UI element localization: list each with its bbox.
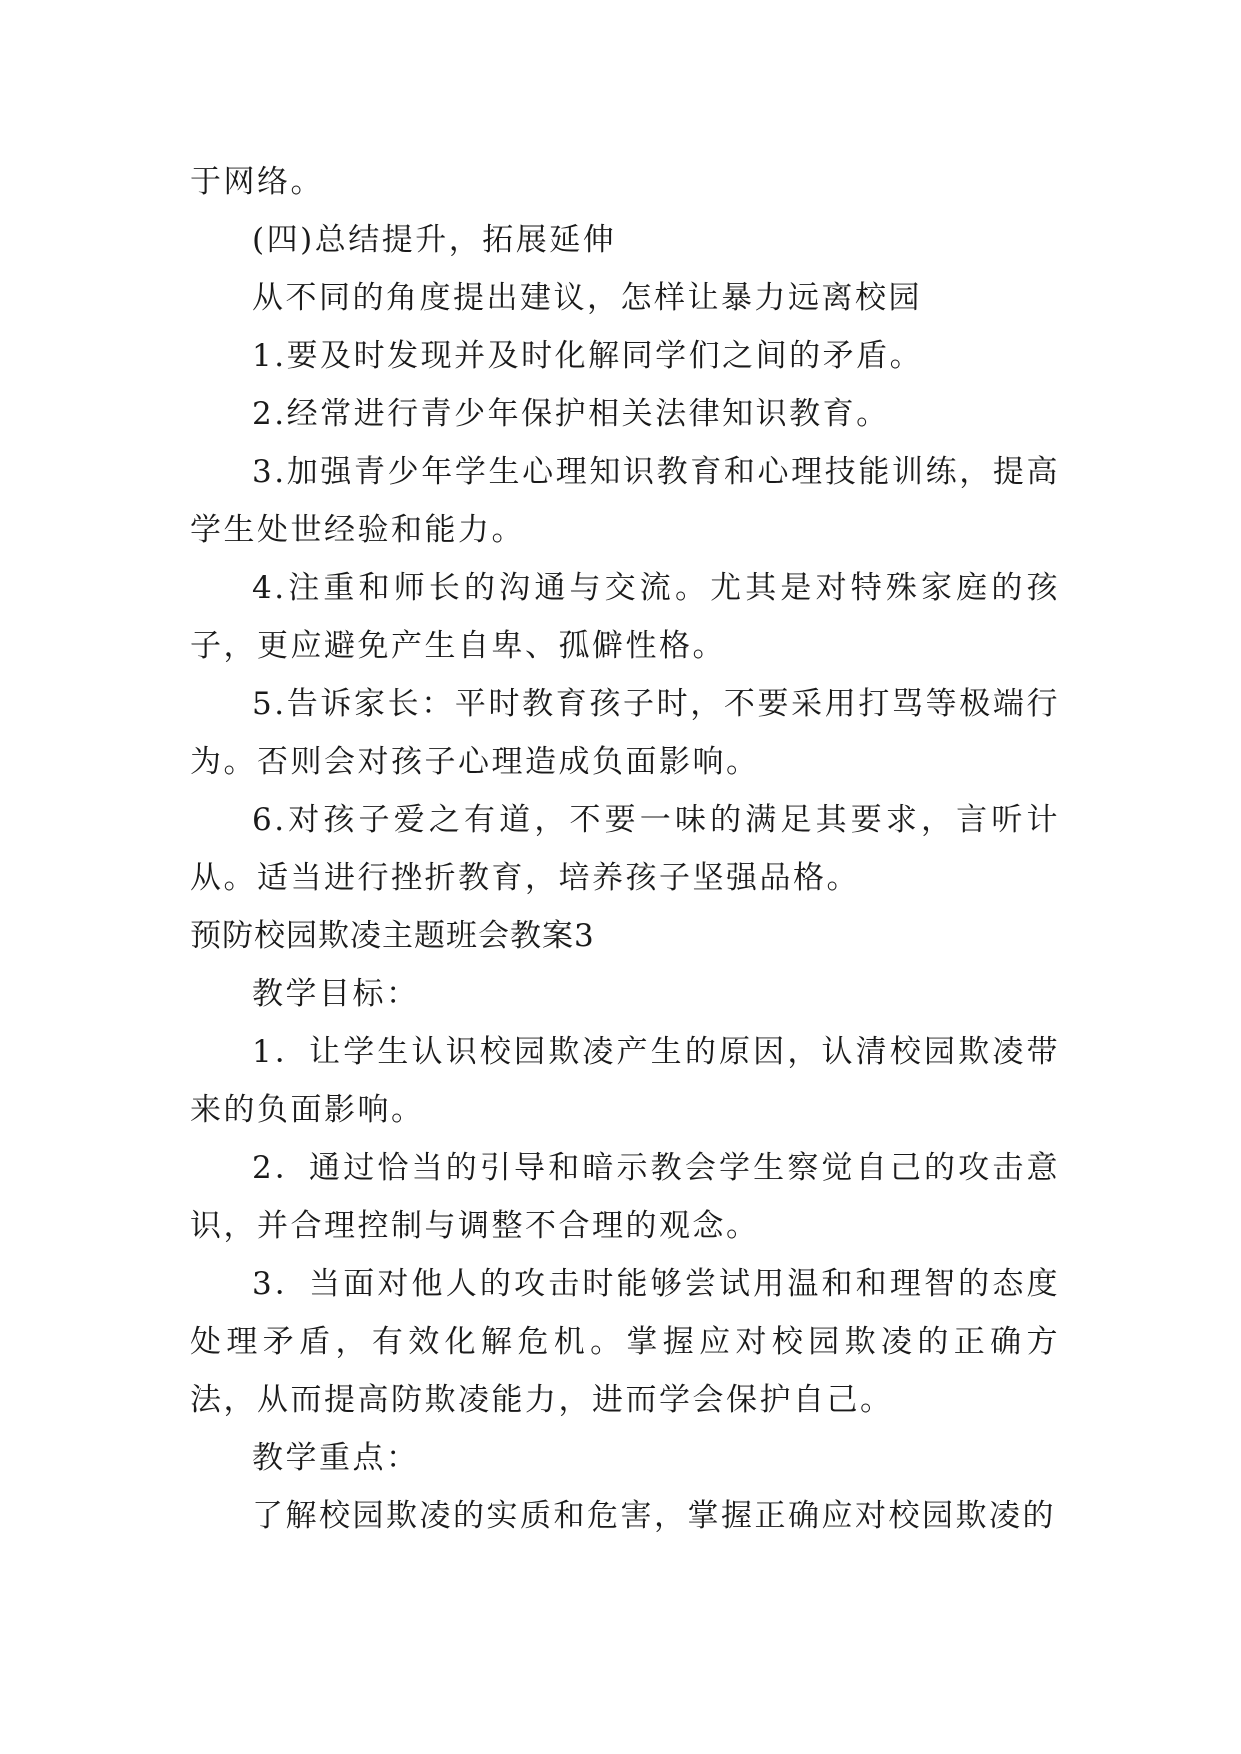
paragraph: 1.要及时发现并及时化解同学们之间的矛盾。 <box>252 338 924 374</box>
paragraph: 4.注重和师长的沟通与交流。尤其是对特殊家庭的孩子，更应避免产生自卑、孤僻性格。 <box>190 570 1060 664</box>
paragraph: 1．让学生认识校园欺凌产生的原因，认清校园欺凌带来的负面影响。 <box>190 1034 1060 1128</box>
paragraph: 5.告诉家长：平时教育孩子时，不要采用打骂等极端行为。否则会对孩子心理造成负面影响。 <box>190 686 1060 780</box>
section-title: 预防校园欺凌主题班会教案3 <box>190 918 595 954</box>
paragraph: 2．通过恰当的引导和暗示教会学生察觉自己的攻击意识，并合理控制与调整不合理的观念。 <box>190 1150 1060 1244</box>
paragraph: 于网络。 <box>190 164 324 200</box>
paragraph: 从不同的角度提出建议，怎样让暴力远离校园 <box>252 280 922 316</box>
document-body <box>190 153 1060 1545</box>
paragraph: (四)总结提升，拓展延伸 <box>252 222 617 258</box>
paragraph: 6.对孩子爱之有道，不要一味的满足其要求，言听计从。适当进行挫折教育，培养孩子坚强品格。 <box>190 802 1060 896</box>
paragraph: 教学目标： <box>252 976 420 1012</box>
paragraph: 2.经常进行青少年保护相关法律知识教育。 <box>252 396 890 432</box>
paragraph: 3．当面对他人的攻击时能够尝试用温和和理智的态度处理矛盾，有效化解危机。掌握应对校园欺凌的正确方法，从而提高防欺凌能力，进而学会保护自己。 <box>190 1266 1060 1418</box>
paragraph: 3.加强青少年学生心理知识教育和心理技能训练，提高学生处世经验和能力。 <box>190 454 1060 548</box>
paragraph: 教学重点： <box>252 1440 420 1476</box>
paragraph: 了解校园欺凌的实质和危害，掌握正确应对校园欺凌的 <box>252 1498 1056 1534</box>
